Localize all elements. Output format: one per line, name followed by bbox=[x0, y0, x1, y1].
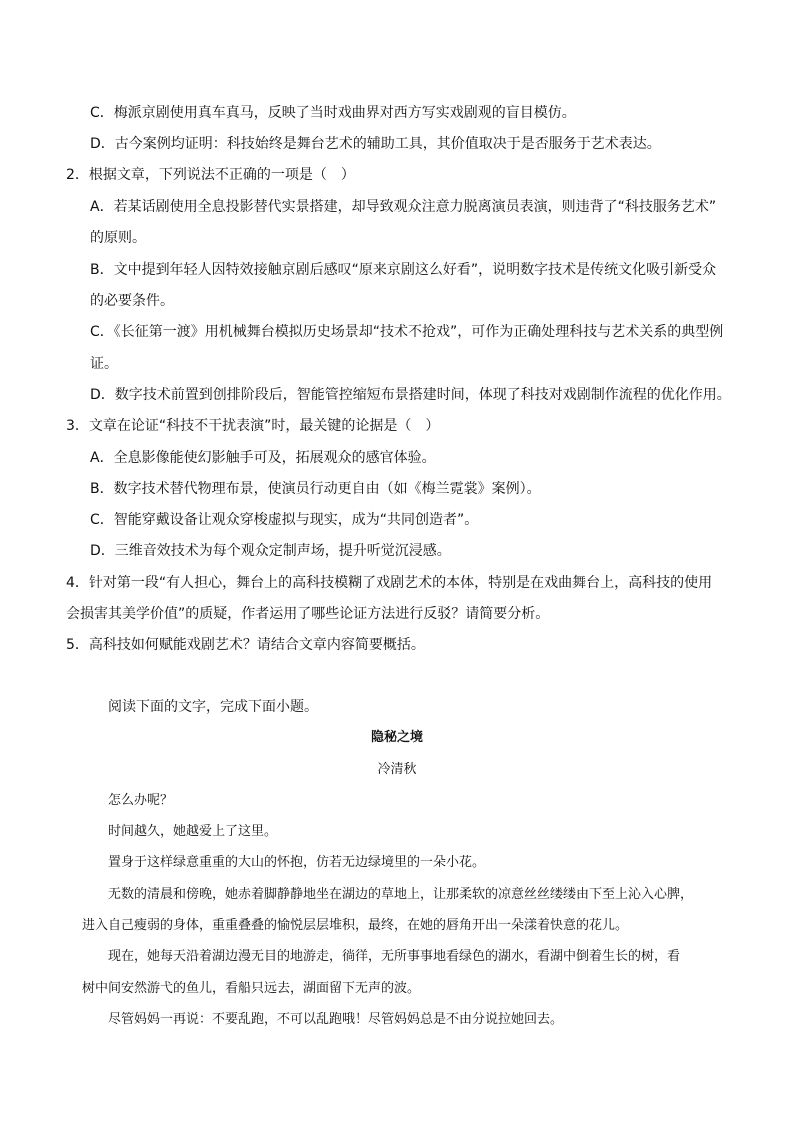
q3-option-d: D．三维音效技术为每个观众定制声场，提升听觉沉浸感。 bbox=[90, 543, 451, 559]
q1-option-d: D．古今案例均证明：科技始终是舞台艺术的辅助工具，其价值取决于是否服务于艺术表达。 bbox=[90, 136, 661, 152]
q2-option-c-line1: C．《长征第一渡》用机械舞台模拟历史场景却“技术不抢戏”，可作为正确处理科技与艺术关系的典型例 bbox=[90, 324, 724, 340]
story-paragraph-5-line1: 现在，她每天沿着湖边漫无目的地游走，徜徉，无所事事地看绿色的湖水，看湖中倒着生长的树，看 bbox=[108, 949, 681, 964]
q3-option-c: C．智能穿戴设备让观众穿梭虚拟与现实，成为“共同创造者”。 bbox=[90, 512, 479, 528]
q5-stem: 5．高科技如何赋能戏剧艺术？请结合文章内容简要概括。 bbox=[66, 637, 425, 653]
reading-intro: 阅读下面的文字，完成下面小题。 bbox=[108, 699, 318, 715]
q4-stem-line2: 会损害其美学价值”的质疑，作者运用了哪些论证方法进行反驳？请简要分析。 bbox=[66, 606, 550, 622]
q2-option-b-line1: B．文中提到年轻人因特效接触京剧后感叹“原来京剧这么好看”，说明数字技术是传统文化吸引新受众 bbox=[90, 262, 717, 278]
story-title: 隐秘之境 bbox=[370, 730, 423, 745]
story-paragraph-4-line2: 进入自己瘦弱的身体，重重叠叠的愉悦层层堆积，最终，在她的唇角开出一朵漾着快意的花儿。 bbox=[82, 918, 629, 933]
q2-option-b-line2: 的必要条件。 bbox=[90, 293, 174, 309]
story-paragraph-2: 时间越久，她越爱上了这里。 bbox=[108, 824, 278, 839]
story-paragraph-6: 尽管妈妈一再说：不要乱跑，不可以乱跑哦！尽管妈妈总是不由分说拉她回去。 bbox=[108, 1012, 564, 1027]
q3-option-b: B．数字技术替代物理布景，使演员行动更自由（如《梅兰霓裳》案例）。 bbox=[90, 481, 541, 497]
story-paragraph-4-line1: 无数的清晨和傍晚，她赤着脚静静地坐在湖边的草地上，让那柔软的凉意丝丝缕缕由下至上沁入心脾， bbox=[108, 887, 694, 902]
q2-option-d: D．数字技术前置到创排阶段后，智能管控缩短布景搭建时间，体现了科技对戏剧制作流程的优化作用。 bbox=[90, 387, 731, 403]
q3-stem: 3．文章在论证“科技不干扰表演”时，最关键的论据是（ ） bbox=[66, 418, 440, 434]
story-paragraph-3: 置身于这样绿意重重的大山的怀抱，仿若无边绿境里的一朵小花。 bbox=[108, 855, 486, 870]
story-paragraph-1: 怎么办呢？ bbox=[108, 793, 174, 808]
story-paragraph-5-line2: 树中间安然游弋的鱼儿，看船只远去，湖面留下无声的波。 bbox=[82, 981, 421, 996]
q2-option-c-line2: 证。 bbox=[90, 356, 118, 372]
q1-option-c: C．梅派京剧使用真车真马，反映了当时戏曲界对西方写实戏剧观的盲目模仿。 bbox=[90, 105, 576, 121]
q2-option-a-line2: 的原则。 bbox=[90, 230, 146, 246]
q3-option-a: A．全息影像能使幻影触手可及，拓展观众的感官体验。 bbox=[90, 450, 436, 466]
q2-stem: 2．根据文章，下列说法不正确的一项是（ ） bbox=[66, 167, 355, 183]
q2-option-a-line1: A．若某话剧使用全息投影替代实景搭建，却导致观众注意力脱离演员表演，则违背了“科技服务艺术” bbox=[90, 199, 717, 215]
story-author: 冷清秋 bbox=[377, 762, 417, 777]
q4-stem-line1: 4．针对第一段“有人担心，舞台上的高科技模糊了戏剧艺术的本体，特别是在戏曲舞台上，高科技的使用 bbox=[66, 575, 713, 591]
